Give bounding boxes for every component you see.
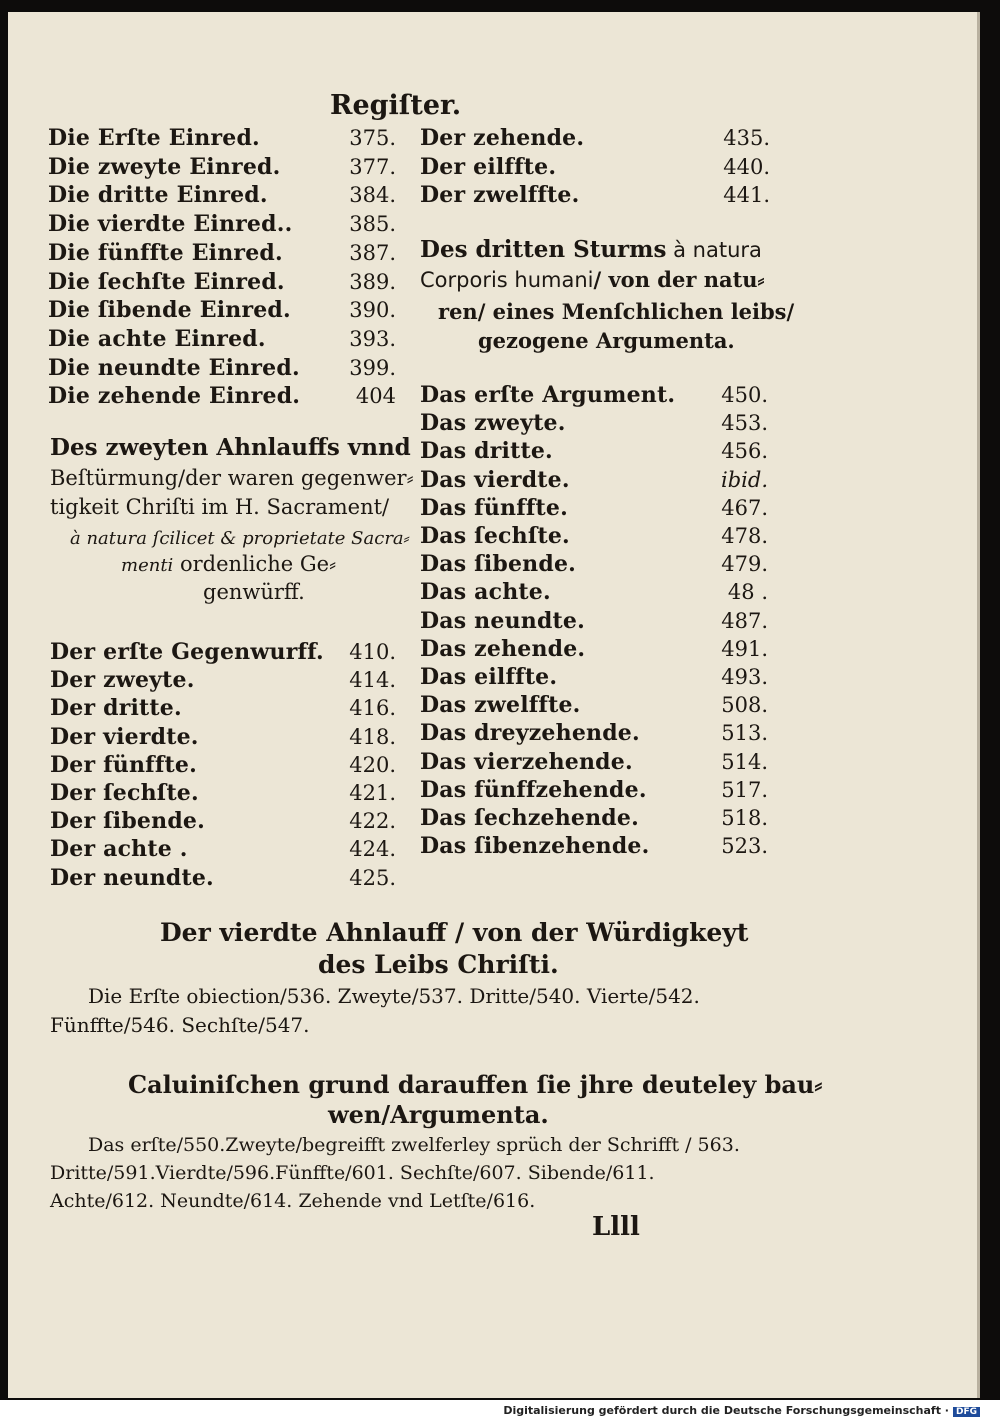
catchword: Llll [592,1212,640,1242]
index-entry-label: Das achte. [420,579,551,606]
index-entry-label: Das zweyte. [420,410,566,437]
index-entry-label: Der fünffte. [50,751,197,778]
index-entry-page: 389. [349,269,396,294]
index-entry-label: Die fünffte Einred. [48,239,283,266]
index-entry-label: Die Erſte Einred. [48,125,260,151]
section3-heading-l1-latin: à natura [666,238,762,262]
index-entry-page: ibid. [721,467,768,492]
section3-heading-l3: ren/ eines Menſchlichen leibs/ [438,299,795,324]
index-entry-label: Das dreyzehende. [420,720,640,747]
index-entry-label: Das neundte. [420,607,585,634]
index-entry-page: 493. [721,665,768,689]
index-entry-page: 384. [349,183,396,208]
index-entry-label: Das ſechzehende. [420,805,639,831]
index-entry-label: Die zweyte Einred. [48,153,281,180]
index-entry-label: Der zehende. [420,125,585,151]
index-entry-page: 456. [721,439,768,464]
index-entry-label: Das dritte. [420,438,553,465]
index-entry-page: 441. [723,183,770,207]
section4-heading-l2: des Leibs Chriſti. [318,950,559,979]
index-entry-label: Das erſte Argument. [420,382,676,408]
index-entry-label: Das ſibende. [420,551,577,578]
dfg-logo: DFG [953,1407,980,1417]
index-entry-page: 508. [721,693,768,718]
index-entry-page: 422. [349,809,396,834]
index-entry-page: 410. [349,640,396,664]
section3-heading-l2-latin: Corporis humani [420,268,594,292]
index-entry-label: Die ſibende Einred. [48,297,291,324]
index-entry-page: 414. [349,668,396,693]
index-entry-page: 523. [721,834,768,859]
index-entry-label: Der zweyte. [50,667,195,694]
section5-line-5: Achte/612. Neundte/614. Zehende vnd Letſte/616. [50,1190,536,1212]
index-entry-page: 435. [723,126,770,150]
section2-heading-l6: genwürff. [203,580,305,604]
index-entry-page: 518. [721,806,768,830]
index-entry-label: Der ſechſte. [50,780,199,806]
index-entry-page: 487. [721,608,768,633]
section2-heading-l3: tigkeit Chriſti im H. Sacrament/ [50,495,390,519]
index-entry-page: 453. [721,411,768,436]
footer-credit [503,1404,980,1417]
index-entry-label: Die vierdte Einred.. [48,211,293,238]
index-entry-label: Der ſibende. [50,808,205,835]
index-entry-page: 390. [349,298,396,323]
index-entry-page: 421. [349,781,396,805]
index-entry-label: Das vierzehende. [420,748,633,775]
section4-line-3: Die Erſte obiection/536. Zweyte/537. Dritte/540. Vierte/542. [88,984,700,1008]
index-entry-label: Der neundte. [50,864,214,891]
index-entry-page: 517. [721,777,768,802]
index-entry-page: 424. [349,837,396,862]
page-title: Regiſter. [330,90,462,121]
index-entry-page: 399. [349,355,396,380]
section3-heading-l4: gezogene Argumenta. [478,328,735,353]
index-entry-page: 450. [721,383,768,407]
index-entry-label: Das ſibenzehende. [420,833,650,860]
index-entry-label: Der achte . [50,836,188,863]
section5-line-4: Dritte/591.Vierdte/596.Fünffte/601. Sechſte/607. Sibende/611. [50,1162,655,1184]
index-entry-page: 425. [349,865,396,890]
index-entry-page: 416. [349,696,396,721]
index-entry-page: 375. [349,126,396,150]
index-entry-label: Das zwelffte. [420,692,581,719]
index-entry-page: 393. [349,326,396,351]
index-entry-label: Das vierdte. [420,466,570,493]
index-entry-label: Der zwelffte. [420,182,580,208]
index-entry-label: Die zehende Einred. [48,383,301,410]
section3-heading-l1 [420,236,762,263]
section4-heading-l1: Der vierdte Ahnlauff / von der Würdigkeyt [160,918,749,947]
index-entry-page: 478. [721,524,768,548]
section5-line-3: Das erſte/550.Zweyte/begreifft zwelferley sprüch der Schrifft / 563. [88,1134,740,1156]
index-entry-page: 514. [721,749,768,774]
index-entry-page: 440. [723,154,770,179]
section3-heading-l2-rest: / von der natu⸗ [593,267,765,292]
index-entry-page: 387. [349,240,396,265]
footer-text: Digitalisierung gefördert durch die Deutsche Forschungsgemeinschaft · [503,1404,949,1417]
index-entry-label: Das zehende. [420,635,586,662]
index-entry-page: 467. [721,495,768,520]
index-entry-page: 513. [721,721,768,746]
index-entry-label: Das fünffzehende. [420,776,647,803]
index-entry-page: 48 . [727,580,768,605]
index-entry-label: Das ſechſte. [420,523,570,549]
section5-heading-l2: wen/Argumenta. [328,1100,549,1129]
index-entry-label: Der erſte Gegenwurff. [50,639,324,665]
index-entry-label: Die achte Einred. [48,325,266,352]
section2-heading-l2: Beſtürmung/der waren gegenwer⸗ [50,466,414,490]
index-entry-label: Das fünffte. [420,494,568,521]
section2-heading-l5 [121,552,336,577]
index-entry-label: Das eilffte. [420,664,558,690]
index-entry-label: Die ſechſte Einred. [48,268,285,295]
index-entry-page: 479. [721,552,768,577]
book-page [8,12,980,1398]
section4-line-4: Fünffte/546. Sechſte/547. [50,1013,310,1037]
index-entry-label: Der dritte. [50,695,182,722]
index-entry-label: Die neundte Einred. [48,354,300,381]
section3-heading-l1-bold: Des dritten Sturms [420,236,667,263]
index-entry-page: 385. [349,212,396,237]
section2-heading-l5-italic: menti [121,555,174,576]
index-entry-label: Der vierdte. [50,723,199,750]
index-entry-page: 377. [349,154,396,179]
section2-heading-l1: Des zweyten Ahnlauffs vnnd [50,434,411,461]
section2-heading-l4: à natura ſcilicet & proprietate Sacra⸗ [70,528,410,549]
index-entry-label: Der eilffte. [420,153,557,180]
section5-heading-l1: Caluiniſchen grund darauffen ſie jhre deuteley bau⸗ [128,1070,823,1099]
index-entry-page: 404 [355,384,396,409]
index-entry-page: 418. [349,724,396,749]
section3-heading-l2 [420,267,765,293]
index-entry-page: 491. [721,636,768,661]
index-entry-page: 420. [349,752,396,777]
index-entry-label: Die dritte Einred. [48,182,268,209]
section2-heading-l5-rest: ordenliche Ge⸗ [173,552,337,576]
